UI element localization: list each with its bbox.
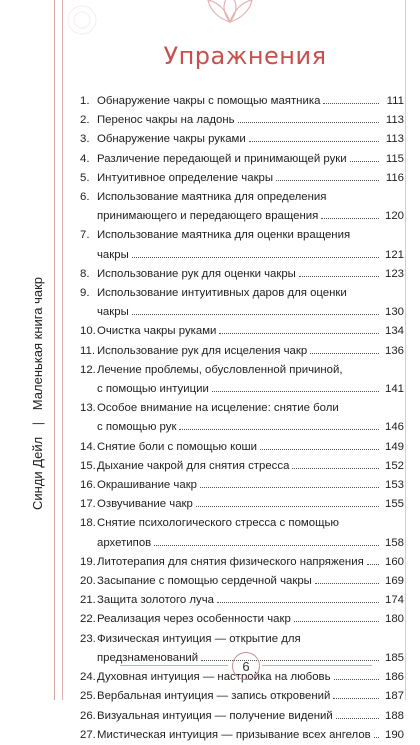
- toc-entry-page: 190: [384, 728, 404, 741]
- toc-entry-number: 24.: [80, 671, 96, 684]
- toc-entry: [80, 476, 404, 495]
- toc-entry: [80, 707, 404, 726]
- lotus-ornament-icon: [200, 0, 260, 24]
- toc-entry-page: 116: [385, 171, 404, 184]
- toc-dot-leader: [367, 563, 379, 565]
- toc-entry-number: 20.: [80, 575, 96, 588]
- toc-entry-number: 22.: [80, 613, 96, 626]
- toc-entry-title: Перенос чакры на ладонь: [97, 114, 235, 127]
- toc-dot-leader: [310, 352, 379, 354]
- toc-entry: [80, 495, 404, 514]
- toc-entry-number: 2.: [80, 114, 90, 127]
- toc-entry: [80, 553, 404, 572]
- toc-dot-leader: [238, 121, 379, 123]
- toc-entry-number: 5.: [80, 171, 90, 184]
- toc-dot-leader: [323, 102, 379, 104]
- toc-entry-title: Использование маятника для оценки вращения: [97, 229, 351, 242]
- toc-entry-number: 23.: [80, 632, 96, 645]
- toc-entry: [80, 726, 404, 745]
- toc-entry-title: Окрашивание чакр: [97, 479, 198, 492]
- toc-entry: [80, 150, 404, 169]
- toc-entry-page: 113: [385, 133, 404, 146]
- toc-entry-number: 11.: [80, 344, 95, 357]
- toc-entry-number: 13.: [80, 402, 96, 415]
- toc-entry-page: 121: [384, 248, 404, 261]
- toc-entry-title: Лечение проблемы, обусловленной причиной,: [97, 363, 343, 376]
- toc-entry-number: 27.: [80, 728, 96, 741]
- toc-entry: [80, 514, 404, 552]
- toc-dot-leader: [200, 486, 379, 488]
- toc-entry-number: 14.: [80, 440, 96, 453]
- toc-entry-title: Обнаружение чакры руками: [97, 133, 246, 146]
- toc-entry-title: Интуитивное определение чакры: [97, 171, 274, 184]
- toc-entry-page: 180: [384, 613, 404, 626]
- toc-dot-leader: [179, 428, 379, 430]
- toc-entry: [80, 92, 404, 111]
- toc-entry: [80, 457, 404, 476]
- toc-entry-title: архетипов: [97, 536, 152, 549]
- toc-entry-page: 136: [384, 344, 404, 357]
- frame-line-inner: [62, 0, 63, 700]
- footer-rule-right: [262, 665, 372, 666]
- frame-line-right: [405, 0, 406, 700]
- toc-entry-title: чакры: [97, 248, 129, 261]
- toc-entry-title: Литотерапия для снятия физического напряжения: [97, 555, 364, 568]
- toc-entry-title: Использование интуитивных даров для оценки: [97, 287, 347, 300]
- toc-dot-leader: [276, 179, 379, 181]
- table-of-contents: [80, 92, 404, 745]
- toc-dot-leader: [217, 601, 379, 603]
- toc-entry-page: 153: [384, 479, 404, 492]
- spine-separator: |: [30, 421, 45, 426]
- toc-entry-page: 169: [384, 575, 404, 588]
- toc-entry-title: с помощью рук: [97, 421, 177, 434]
- toc-entry-title: Использование рук для исцеления чакр: [97, 344, 308, 357]
- toc-entry-page: 130: [384, 306, 404, 319]
- toc-dot-leader: [132, 256, 379, 258]
- toc-entry-title: Снятие психологического стресса с помощью: [97, 517, 339, 530]
- toc-entry-title: предзнаменований: [97, 651, 199, 664]
- toc-dot-leader: [374, 736, 379, 738]
- toc-entry-number: 19.: [80, 555, 96, 568]
- spine-author: Синди Дейл: [30, 436, 45, 510]
- toc-entry-page: 185: [384, 651, 404, 664]
- toc-entry-title: Засыпание с помощью сердечной чакры: [97, 575, 312, 588]
- spine-text: [30, 277, 45, 510]
- toc-entry-title: принимающего и передающего вращения: [97, 210, 319, 223]
- toc-dot-leader: [196, 505, 379, 507]
- toc-entry-number: 3.: [80, 133, 90, 146]
- toc-entry-title: Различение передающей и принимающей руки: [97, 152, 347, 165]
- toc-entry-page: 146: [384, 421, 404, 434]
- toc-dot-leader: [299, 275, 379, 277]
- footer-rule-left: [120, 665, 228, 666]
- toc-entry: [80, 572, 404, 591]
- toc-entry-page: 160: [384, 555, 404, 568]
- toc-entry-page: 186: [384, 671, 404, 684]
- toc-entry-number: 18.: [80, 517, 96, 530]
- toc-entry: [80, 265, 404, 284]
- toc-dot-leader: [350, 160, 379, 162]
- toc-entry-number: 6.: [80, 191, 90, 204]
- toc-entry-page: 187: [384, 690, 404, 703]
- toc-entry: [80, 188, 404, 226]
- toc-dot-leader: [132, 313, 379, 315]
- toc-entry-number: 25.: [80, 690, 96, 703]
- toc-entry: [80, 226, 404, 264]
- toc-entry-page: 115: [385, 152, 404, 165]
- toc-dot-leader: [294, 620, 379, 622]
- toc-dot-leader: [321, 217, 379, 219]
- toc-entry-title: с помощью интуиции: [97, 383, 209, 396]
- toc-entry-title: Визуальная интуиция — получение видений: [97, 709, 333, 722]
- toc-entry-title: Духовная интуиция — настройка на любовь: [97, 671, 331, 684]
- toc-dot-leader: [336, 717, 379, 719]
- toc-entry-title: Дыхание чакрой для снятия стресса: [97, 459, 290, 472]
- toc-dot-leader: [260, 448, 379, 450]
- toc-entry-title: Мистическая интуиция — призывание всех ангелов: [97, 728, 371, 741]
- toc-entry-title: Снятие боли с помощью коши: [97, 440, 258, 453]
- toc-dot-leader: [333, 697, 379, 699]
- toc-entry-page: 152: [384, 459, 404, 472]
- toc-entry-page: 149: [384, 440, 404, 453]
- toc-entry-page: 158: [384, 536, 404, 549]
- toc-entry-number: 4.: [80, 152, 90, 165]
- toc-entry-number: 7.: [80, 229, 90, 242]
- toc-entry-title: Защита золотого луча: [97, 594, 215, 607]
- toc-entry-page: 111: [386, 95, 404, 107]
- toc-entry-number: 26.: [80, 709, 96, 722]
- toc-entry-title: Использование рук для оценки чакры: [97, 267, 296, 280]
- toc-entry: [80, 610, 404, 629]
- toc-entry: [80, 342, 404, 361]
- toc-entry-number: 10.: [80, 325, 96, 338]
- spine-book-title: Маленькая книга чакр: [30, 277, 45, 411]
- toc-entry-page: 188: [384, 709, 404, 722]
- toc-entry-number: 21.: [80, 594, 96, 607]
- toc-entry-page: 123: [384, 267, 404, 280]
- toc-entry-title: чакры: [97, 306, 129, 319]
- toc-entry-number: 17.: [80, 498, 96, 511]
- toc-entry-title: Вербальная интуиция — запись откровений: [97, 690, 331, 703]
- toc-entry-title: Физическая интуиция — открытие для: [97, 632, 301, 645]
- toc-entry-page: 155: [384, 498, 404, 511]
- toc-entry-title: Использование маятника для определения: [97, 191, 327, 204]
- toc-entry: [80, 687, 404, 706]
- toc-entry: [80, 284, 404, 322]
- toc-entry: [80, 399, 404, 437]
- toc-dot-leader: [201, 659, 379, 661]
- toc-dot-leader: [212, 390, 379, 392]
- frame-line-outer: [54, 0, 55, 700]
- toc-entry-page: 174: [384, 594, 404, 607]
- toc-entry: [80, 130, 404, 149]
- toc-entry: [80, 169, 404, 188]
- toc-entry-page: 141: [384, 383, 404, 396]
- toc-entry-page: 134: [384, 325, 404, 338]
- toc-entry-number: 12.: [80, 363, 96, 376]
- toc-dot-leader: [249, 140, 379, 142]
- toc-entry-number: 15.: [80, 459, 96, 472]
- toc-dot-leader: [154, 544, 379, 546]
- page-number: [232, 652, 260, 680]
- toc-entry-title: Озвучивание чакр: [97, 498, 193, 511]
- page-number-text: 6: [242, 658, 250, 674]
- toc-entry-number: 8.: [80, 267, 90, 280]
- toc-entry: [80, 111, 404, 130]
- toc-entry-title: Реализация через особенности чакр: [97, 613, 291, 626]
- toc-entry: [80, 438, 404, 457]
- toc-entry-number: 1.: [80, 95, 90, 107]
- page-title: Упражнения: [163, 42, 327, 70]
- toc-entry: [80, 361, 404, 399]
- toc-entry-page: 113: [385, 114, 404, 127]
- toc-entry-title: Очистка чакры руками: [97, 325, 217, 338]
- toc-dot-leader: [219, 332, 379, 334]
- toc-dot-leader: [334, 678, 379, 680]
- toc-entry-page: 120: [384, 210, 404, 223]
- toc-dot-leader: [292, 467, 379, 469]
- toc-entry: [80, 591, 404, 610]
- toc-entry-title: Обнаружение чакры с помощью маятника: [97, 95, 321, 107]
- toc-entry: [80, 322, 404, 341]
- toc-dot-leader: [315, 582, 379, 584]
- toc-entry-number: 16.: [80, 479, 96, 492]
- toc-entry-title: Особое внимание на исцеление: снятие боли: [97, 402, 339, 415]
- toc-entry-number: 9.: [80, 287, 90, 300]
